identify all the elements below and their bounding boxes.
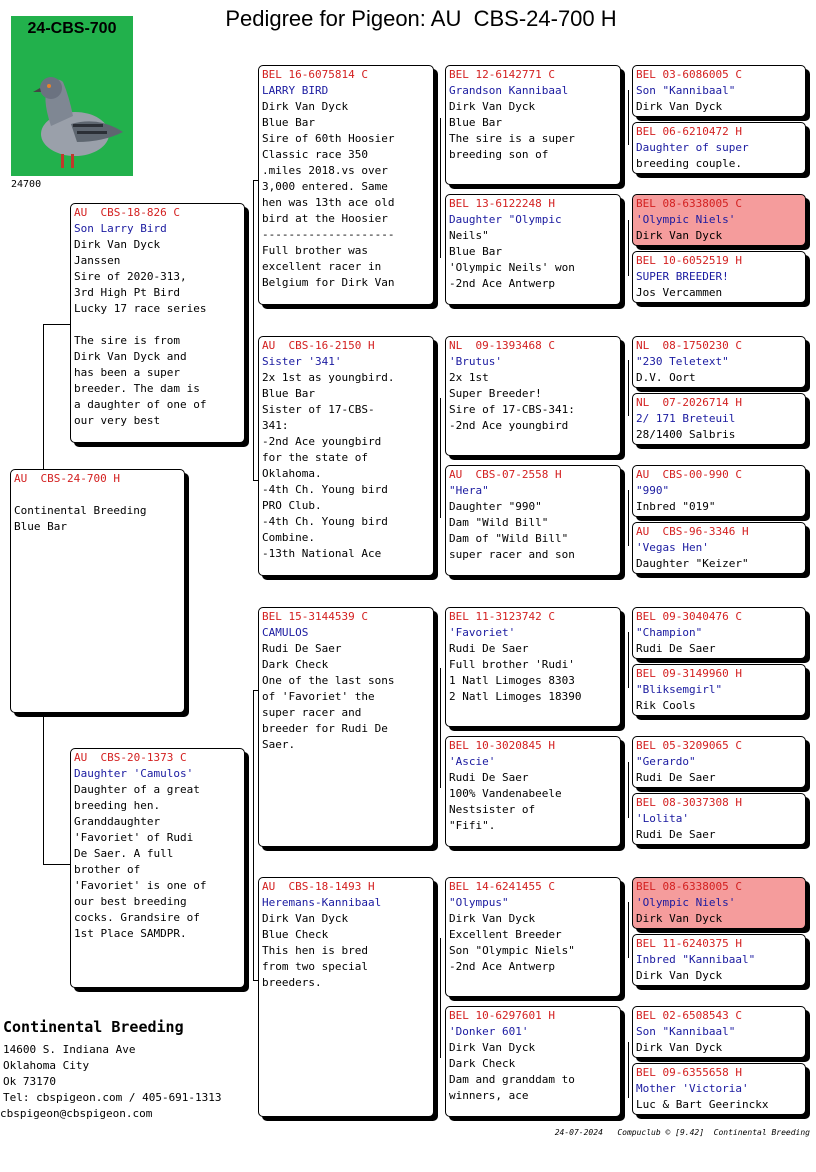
bird-name: Grandson Kannibaal [449,84,569,97]
pedigree-card-sdss[interactable] [632,336,806,388]
pedigree-card-ddds[interactable] [632,1006,806,1058]
bird-name: "230 Teletext" [636,355,729,368]
bird-name: "Hera" [449,484,489,497]
bird-notes: 28/1400 Salbris [636,428,736,441]
bird-notes: Dirk Van Dyck [636,100,723,113]
bird-name: 'Brutus' [449,355,502,368]
ring-number: AU CBS-18-1493 H [262,880,375,893]
bird-notes: 2x 1st Super Breeder! Sire of 17-CBS-341: -2nd Ace youngbird [449,371,575,432]
footer-credits: 24-07-2024 Compuclub © [9.42] Continental Breeding [554,1128,810,1137]
ring-number: BEL 08-6338005 C [636,197,742,210]
breeder-name: Continental Breeding [3,1018,184,1036]
bird-notes: Dirk Van Dyck [636,912,723,925]
pedigree-card-ss[interactable] [258,65,434,305]
bird-notes: Rudi De Saer 100% Vandenabeele Nestsister of "Fifi". [449,771,562,832]
bird-notes: Rudi De Saer [636,828,716,841]
breeder-email: cbspigeon@cbspigeon.com [0,1107,153,1120]
pedigree-card-sdd[interactable] [445,465,621,576]
bird-name: Son "Kannibaal" [636,1025,736,1038]
connector-line [440,938,441,1058]
ring-number: BEL 13-6122248 H [449,197,555,210]
bird-name: 'Lolita' [636,812,689,825]
ring-number: NL 09-1393468 C [449,339,555,352]
connector-line [440,118,441,258]
pedigree-card-ddsd[interactable] [632,934,806,986]
connector-line [43,324,44,469]
bird-name: "Champion" [636,626,703,639]
bird-notes: Rudi De Saer [636,771,716,784]
ring-number: BEL 10-6052519 H [636,254,742,267]
pedigree-card-sss[interactable] [445,65,621,185]
bird-notes: Dirk Van Dyck Dark Check Dam and granddam to winners, ace [449,1041,575,1102]
ring-number: BEL 03-6086005 C [636,68,742,81]
bird-notes: Dirk Van Dyck Excellent Breeder Son "Olympic Niels" -2nd Ace Antwerp [449,912,575,973]
bird-notes: Luc & Bart Geerinckx [636,1098,769,1111]
breeder-address: 14600 S. Indiana Ave [3,1043,136,1056]
bird-name: Daughter "Olympic [449,213,562,226]
breeder-city: Oklahoma City [3,1059,90,1072]
photo-ring-tag: 24-CBS-700 [27,20,117,37]
bird-name: "Olympus" [449,896,509,909]
pedigree-card-sds[interactable] [445,336,621,456]
pedigree-card-dsdd[interactable] [632,793,806,845]
connector-line [628,360,629,416]
pedigree-card-dsss[interactable] [632,607,806,659]
pedigree-card-sdsd[interactable] [632,393,806,445]
ring-number: BEL 09-3040476 C [636,610,742,623]
bird-name: 'Ascie' [449,755,496,768]
connector-line [440,668,441,788]
bird-notes: Rudi De Saer [636,642,716,655]
bird-notes: Daughter of a great breeding hen. Granddaughter 'Favoriet' of Rudi De Saer. A full brother of 'Favoriet' is one of our best breeding cocks. Grandsire of 1st Place SAMDPR. [74,783,207,940]
connector-line [440,398,441,518]
pedigree-card-dsd[interactable] [445,736,621,847]
ring-number: BEL 08-3037308 H [636,796,742,809]
pedigree-card-ssss[interactable] [632,65,806,117]
bird-name: Daughter 'Camulos' [74,767,194,780]
pedigree-card-sire[interactable] [70,203,245,443]
bird-notes: Dirk Van Dyck Janssen Sire of 2020-313, 3rd High Pt Bird Lucky 17 race series The sire is from Dirk Van Dyck and has been a super breeder. The dam is a daughter of one of our very best [74,238,207,427]
bird-name: CAMULOS [262,626,309,639]
bird-name: 'Donker 601' [449,1025,529,1038]
breeder-phone: Tel: cbspigeon.com / 405-691-1313 [3,1091,222,1104]
bird-notes: Dirk Van Dyck Blue Bar The sire is a super breeding son of [449,100,575,161]
ring-number: BEL 08-6338005 C [636,880,742,893]
connector-line [253,690,254,980]
pedigree-card-ds[interactable] [258,607,434,847]
connector-line [628,490,629,546]
bird-name: Son Larry Bird [74,222,167,235]
pedigree-card-ssds[interactable] [632,194,806,246]
pedigree-card-ddd[interactable] [445,1006,621,1117]
bird-notes: Neils" Blue Bar 'Olympic Neils' won -2nd Ace Antwerp [449,229,575,290]
connector-line [628,902,629,958]
connector-line [253,180,254,480]
breeder-state-zip: Ok 73170 [3,1075,56,1088]
bird-notes: Daughter "Keizer" [636,557,749,570]
pigeon-image [11,16,133,176]
bird-notes: Jos Vercammen [636,286,723,299]
ring-number: BEL 06-6210472 H [636,125,742,138]
ring-number: BEL 09-6355658 H [636,1066,742,1079]
bird-notes: Daughter "990" Dam "Wild Bill" Dam of "Wild Bill" super racer and son [449,500,575,561]
pedigree-card-sddd[interactable] [632,522,806,574]
bird-name: "Bliksemgirl" [636,683,723,696]
bird-name: 'Vegas Hen' [636,541,709,554]
pedigree-card-ddss[interactable] [632,877,806,929]
bird-notes: Continental Breeding Blue Bar [14,504,147,533]
pedigree-card-dsds[interactable] [632,736,806,788]
bird-name: "Gerardo" [636,755,696,768]
pedigree-card-sssd[interactable] [632,122,806,174]
bird-name: "990" [636,484,670,497]
connector-line [43,324,70,325]
bird-name: 'Olympic Niels' [636,213,736,226]
bird-name: Heremans-Kannibaal [262,896,382,909]
bird-name: SUPER BREEDER! [636,270,729,283]
bird-notes: Rik Cools [636,699,696,712]
bird-name: Inbred "Kannibaal" [636,953,756,966]
bird-notes: Dirk Van Dyck [636,229,723,242]
bird-notes: 2x 1st as youngbird. Blue Bar Sister of 17-CBS- 341: -2nd Ace youngbird for the state of Oklahoma. -4th Ch. Young bird PRO Club. -4th Ch. Young bird Combine. -13th National Ace [262,371,395,560]
bird-name: Mother 'Victoria' [636,1082,749,1095]
ring-number: NL 08-1750230 C [636,339,742,352]
pedigree-card-dddd[interactable] [632,1063,806,1115]
bird-name: Daughter of super [636,141,749,154]
bird-name: 'Olympic Niels' [636,896,736,909]
ring-number: BEL 02-6508543 C [636,1009,742,1022]
pedigree-card-ssdd[interactable] [632,251,806,303]
bird-notes: Dirk Van Dyck [636,969,723,982]
ring-number: NL 07-2026714 H [636,396,742,409]
bird-notes: Dirk Van Dyck Blue Check This hen is bred from two special breeders. [262,912,368,989]
ring-number: AU CBS-20-1373 C [74,751,187,764]
pigeon-photo [11,16,133,176]
bird-notes: Rudi De Saer Dark Check One of the last sons of 'Favoriet' the super racer and breeder for Rudi De Saer. [262,642,395,751]
bird-name: 'Favoriet' [449,626,516,639]
connector-line [43,864,70,865]
ring-number: AU CBS-16-2150 H [262,339,375,352]
pedigree-card-sdds[interactable] [632,465,806,517]
pedigree-card-dd[interactable] [258,877,434,1117]
connector-line [628,632,629,688]
bird-notes: Dirk Van Dyck Blue Bar Sire of 60th Hoosier Classic race 350 .miles 2018.vs over 3,000 entered. Same hen was 13th ace old bird at the Hoosier -------------------- Full brother was excellent racer in Belgium for Dirk Van [262,100,395,289]
connector-line [628,762,629,818]
ring-number: AU CBS-24-700 H [14,472,120,485]
bird-notes: breeding couple. [636,157,742,170]
ring-number: AU CBS-18-826 C [74,206,180,219]
ring-number: AU CBS-96-3346 H [636,525,749,538]
ring-number: BEL 10-3020845 H [449,739,555,752]
pedigree-card-sd[interactable] [258,336,434,576]
ring-number: AU CBS-00-990 C [636,468,742,481]
connector-line [628,90,629,145]
ring-number: AU CBS-07-2558 H [449,468,562,481]
pedigree-card-dssd[interactable] [632,664,806,716]
ring-number: BEL 12-6142771 C [449,68,555,81]
ring-number: BEL 14-6241455 C [449,880,555,893]
ring-number: BEL 11-3123742 C [449,610,555,623]
connector-line [43,714,44,864]
ring-number: BEL 16-6075814 C [262,68,368,81]
bird-notes: Dirk Van Dyck [636,1041,723,1054]
ring-number: BEL 05-3209065 C [636,739,742,752]
page-title: Pedigree for Pigeon: AU CBS-24-700 H [225,6,617,31]
connector-line [628,1042,629,1098]
bird-name: Sister '341' [262,355,342,368]
breeder-info [0,1018,222,1122]
bird-notes: D.V. Oort [636,371,696,384]
bird-name: 2/ 171 Breteuil [636,412,736,425]
ring-number: BEL 10-6297601 H [449,1009,555,1022]
bird-name: LARRY BIRD [262,84,329,97]
ring-number: BEL 11-6240375 H [636,937,742,950]
pedigree-card-dds[interactable] [445,877,621,997]
pedigree-card-subject[interactable] [10,469,185,713]
ring-number: BEL 09-3149960 H [636,667,742,680]
bird-notes: Rudi De Saer Full brother 'Rudi' 1 Natl Limoges 8303 2 Natl Limoges 18390 [449,642,582,703]
pedigree-card-dam[interactable] [70,748,245,988]
ring-number: BEL 15-3144539 C [262,610,368,623]
photo-caption: 24700 [11,179,42,190]
bird-name: Son "Kannibaal" [636,84,736,97]
bird-notes: Inbred "019" [636,500,716,513]
pedigree-card-ssd[interactable] [445,194,621,305]
pedigree-card-dss[interactable] [445,607,621,727]
connector-line [628,220,629,276]
